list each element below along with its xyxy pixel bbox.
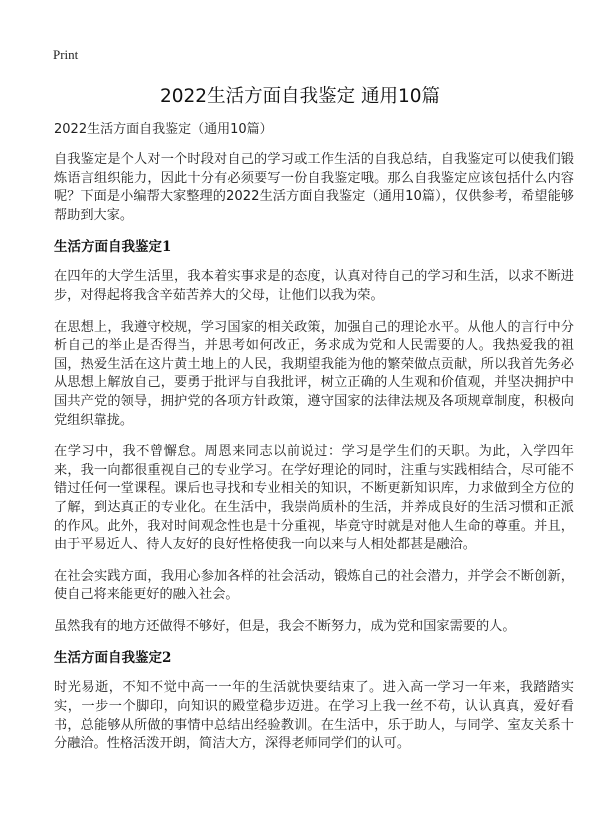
paragraph: 在社会实践方面，我用心参加各样的社会活动，锻炼自己的社会潜力，并学会不断创新，使自己将来能更好的融入社会。 (54, 568, 574, 603)
intro-paragraph: 自我鉴定是个人对一个时段对自己的学习或工作生活的自我总结，自我鉴定可以使我们锻炼语言组织能力，因此十分有必须要写一份自我鉴定哦。那么自我鉴定应该包括什么内容呢？下面是小编帮大家整理的2022生活方面自我鉴定（通用10篇），仅供参考，希望能够帮助到大家。 (54, 152, 574, 223)
document-body (54, 121, 574, 767)
section-heading-1: 生活方面自我鉴定1 (54, 239, 172, 256)
document-title: 2022生活方面自我鉴定 通用10篇 (159, 86, 440, 107)
document-subtitle: 2022生活方面自我鉴定（通用10篇） (54, 122, 273, 137)
paragraph: 时光易逝，不知不觉中高一一年的生活就快要结束了。进入高一学习一年来，我踏踏实实，一步一个脚印，向知识的殿堂稳步迈进。在学习上我一丝不苟，认认真真，爱好看书，总能够从所做的事情中总结出经验教训。在生活中，乐于助人，与同学、室友关系十分融洽。性格活泼开朗，简洁大方，深得老师同学们的认可。 (54, 680, 574, 752)
section-heading-2: 生活方面自我鉴定2 (54, 650, 172, 667)
paragraph: 在四年的大学生活里，我本着实事求是的态度，认真对待自己的学习和生活，以求不断进步，对得起将我含辛茹苦养大的父母，让他们以我为荣。 (54, 269, 574, 303)
paragraph: 在学习中，我不曾懈怠。周恩来同志以前说过：学习是学生们的天职。为此，入学四年来，我一向都很重视自己的专业学习。在学好理论的同时，注重与实践相结合，尽可能不错过任何一堂课程。课后也寻找和专业相关的知识，不断更新知识库，力求做到全方位的了解，到达真正的专业化。在生活中，我崇尚质朴的生活，并养成良好的生活习惯和正派的作风。此外，我对时间观念性也是十分重视，毕竟守时就是对他人生命的尊重。并且，由于平易近人、待人友好的良好性格使我一向以来与人相处都甚是融洽。 (54, 444, 574, 553)
print-label: Print (53, 47, 79, 62)
paragraph: 在思想上，我遵守校规，学习国家的相关政策，加强自己的理论水平。从他人的言行中分析自己的举止是否得当，并思考如何改正，务求成为党和人民需要的人。我热爱我的祖国，热爱生活在这片黄土地上的人民，我期望我能为他的繁荣做点贡献，所以我首先务必从思想上解放自己，要勇于批评与自我批评，树立正确的人生观和价值观，并坚决拥护中国共产党的领导，拥护党的各项方针政策，遵守国家的法律法规及各项规章制度，积极向党组织靠拢。 (54, 319, 574, 428)
paragraph: 虽然我有的地方还做得不够好，但是，我会不断努力，成为党和国家需要的人。 (54, 618, 516, 634)
